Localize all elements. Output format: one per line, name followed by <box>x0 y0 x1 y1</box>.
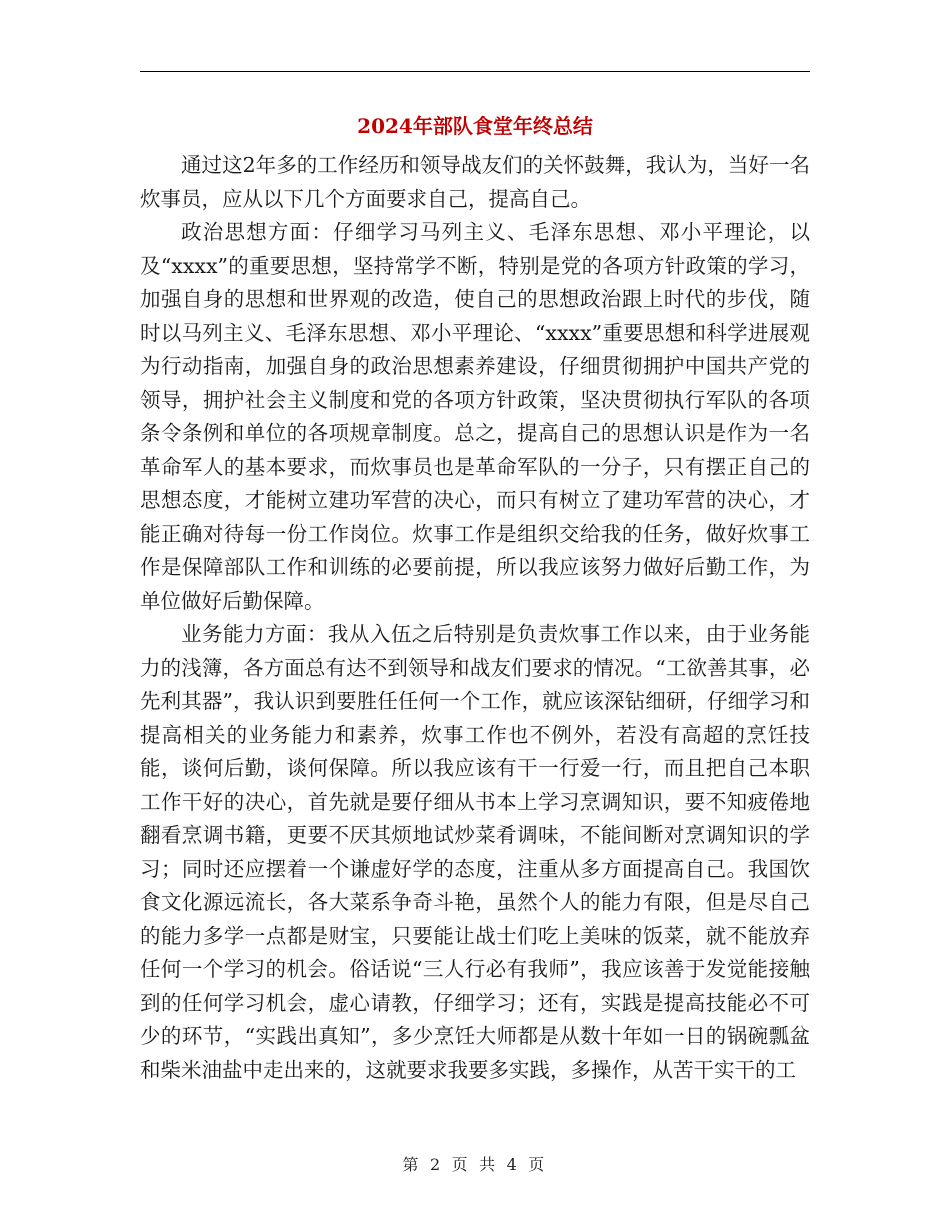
page-number: 第 2 页 共 4 页 <box>402 1155 548 1174</box>
document-title: 2024年部队食堂年终总结 <box>357 114 593 138</box>
paragraph-intro: 通过这2年多的工作经历和领导战友们的关怀鼓舞，我认为，当好一名炊事员，应从以下几个方面要求自己，提高自己。 <box>140 153 810 211</box>
header-rule <box>140 71 810 72</box>
paragraph-political: 政治思想方面：仔细学习马列主义、毛泽东思想、邓小平理论，以及“xxxx”的重要思想，坚持常学不断，特别是党的各项方针政策的学习，加强自身的思想和世界观的改造，使自己的思想政治跟上时代的步伐，随时以马列主义、毛泽东思想、邓小平理论、“xxxx”重要思想和科学进展观为行动指南，加强自身的政治思想素养建设，仔细贯彻拥护中国共产党的领导，拥护社会主义制度和党的各项方针政策，坚决贯彻执行军队的各项条令条例和单位的各项规章制度。总之，提高自己的思想认识是作为一名革命军人的基本要求，而炊事员也是革命军队的一分子，只有摆正自己的思想态度，才能树立建功军营的决心，而只有树立了建功军营的决心，才能正确对待每一份工作岗位。炊事工作是组织交给我的任务，做好炊事工作是保障部队工作和训练的必要前提，所以我应该努力做好后勤工作，为单位做好后勤保障。 <box>140 220 810 613</box>
document-body <box>140 149 810 1087</box>
paragraph-professional: 业务能力方面：我从入伍之后特别是负责炊事工作以来，由于业务能力的浅簿，各方面总有达不到领导和战友们要求的情况。“工欲善其事，必先利其器”，我认识到要胜任任何一个工作，就应该深钻细研，仔细学习和提高相关的业务能力和素养，炊事工作也不例外，若没有高超的烹饪技能，谈何后勤，谈何保障。所以我应该有干一行爱一行，而且把自己本职工作干好的决心，首先就是要仔细从书本上学习烹调知识，要不知疲倦地翻看烹调书籍，更要不厌其烦地试炒菜肴调味，不能间断对烹调知识的学习；同时还应摆着一个谦虚好学的态度，注重从多方面提高自己。我国饮食文化源远流长，各大菜系争奇斗艳，虽然个人的能力有限，但是尽自己的能力多学一点都是财宝，只要能让战士们吃上美味的饭菜，就不能放弃任何一个学习的机会。俗话说“三人行必有我师”，我应该善于发觉能接触到的任何学习机会，虚心请教，仔细学习；还有，实践是提高技能必不可少的环节，“实践出真知”，多少烹饪大师都是从数十年如一日的锅碗瓢盆和柴米油盐中走出来的，这就要求我要多实践，多操作，从苦干实干的工 <box>140 622 810 1082</box>
